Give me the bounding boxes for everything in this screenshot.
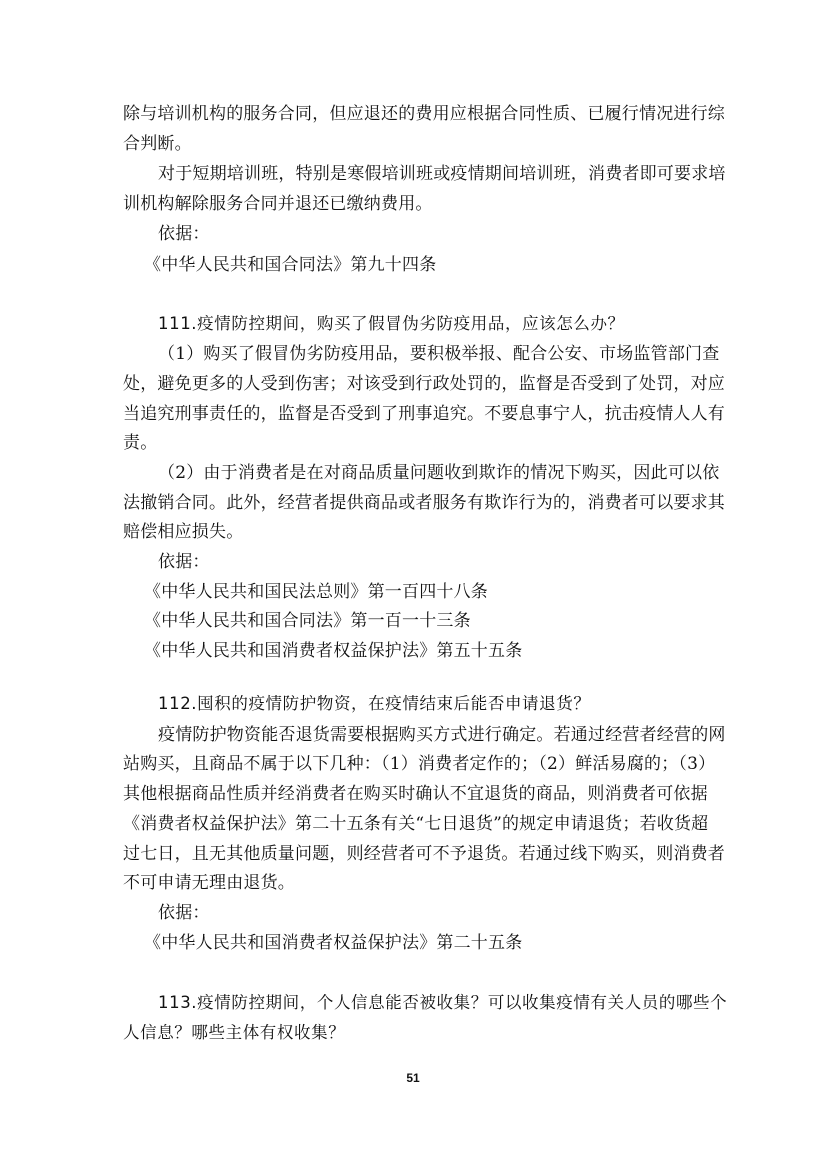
body-text-line: 赔偿相应损失。 [123,522,244,542]
body-text-line: 责。 [123,433,158,453]
body-text-line: 其他根据商品性质并经消费者在购买时确认不宜退货的商品，则消费者可依据 [123,784,708,804]
body-text-line: 《消费者权益保护法》第二十五条有关“七日退货”的规定申请退货；若收货超 [123,814,709,834]
body-text-line: 站购买，且商品不属于以下几种：（1）消费者定作的；（2）鲜活易腐的；（3） [123,754,716,774]
question-heading-111: 111.疫情防控期间，购买了假冒伪劣防疫用品，应该怎么办？ [158,314,625,333]
body-text-line: 疫情防护物资能否退货需要根据购买方式进行确定。若通过经营者经营的网 [158,725,726,745]
page-number: 51 [406,1071,420,1085]
basis-label: 依据： [158,903,210,923]
body-text-line: （1）购买了假冒伪劣防疫用品，要积极举报、配合公安、市场监管部门查 [158,344,720,364]
law-citation: 《中华人民共和国民法总则》第一百四十八条 [144,582,488,602]
question-heading-113-continuation: 人信息？哪些主体有权收集？ [123,1023,346,1042]
basis-label: 依据： [158,224,210,244]
body-text-line: 不可申请无理由退货。 [123,873,295,893]
body-text-line: 合判断。 [123,134,192,154]
body-text-line: 当追究刑事责任的，监督是否受到了刑事追究。不要息事宁人，抗击疫情人人有 [123,404,725,424]
law-citation: 《中华人民共和国合同法》第九十四条 [144,255,437,275]
body-text-line: 过七日，且无其他质量问题，则经营者可不予退货。若通过线下购买，则消费者 [123,844,725,864]
body-text-line: 对于短期培训班，特别是寒假培训班或疫情期间培训班，消费者即可要求培 [158,164,726,184]
question-heading-112: 112.囤积的疫情防护物资，在疫情结束后能否申请退货？ [158,694,591,713]
law-citation: 《中华人民共和国消费者权益保护法》第五十五条 [144,641,523,661]
law-citation: 《中华人民共和国消费者权益保护法》第二十五条 [144,933,523,953]
body-text-line: 训机构解除服务合同并退还已缴纳费用。 [123,194,433,214]
body-text-line: 法撤销合同。此外，经营者提供商品或者服务有欺诈行为的，消费者可以要求其 [123,493,725,513]
body-text-line: 处，避免更多的人受到伤害；对该受到行政处罚的，监督是否受到了处罚，对应 [123,374,725,394]
body-text-line: 除与培训机构的服务合同，但应退还的费用应根据合同性质、已履行情况进行综 [123,104,725,124]
body-text-line: （2）由于消费者是在对商品质量问题收到欺诈的情况下购买，因此可以依 [158,463,720,483]
question-heading-113: 113.疫情防控期间，个人信息能否被收集？可以收集疫情有关人员的哪些个 [158,993,728,1012]
law-citation: 《中华人民共和国合同法》第一百一十三条 [144,611,471,631]
basis-label: 依据： [158,552,210,572]
